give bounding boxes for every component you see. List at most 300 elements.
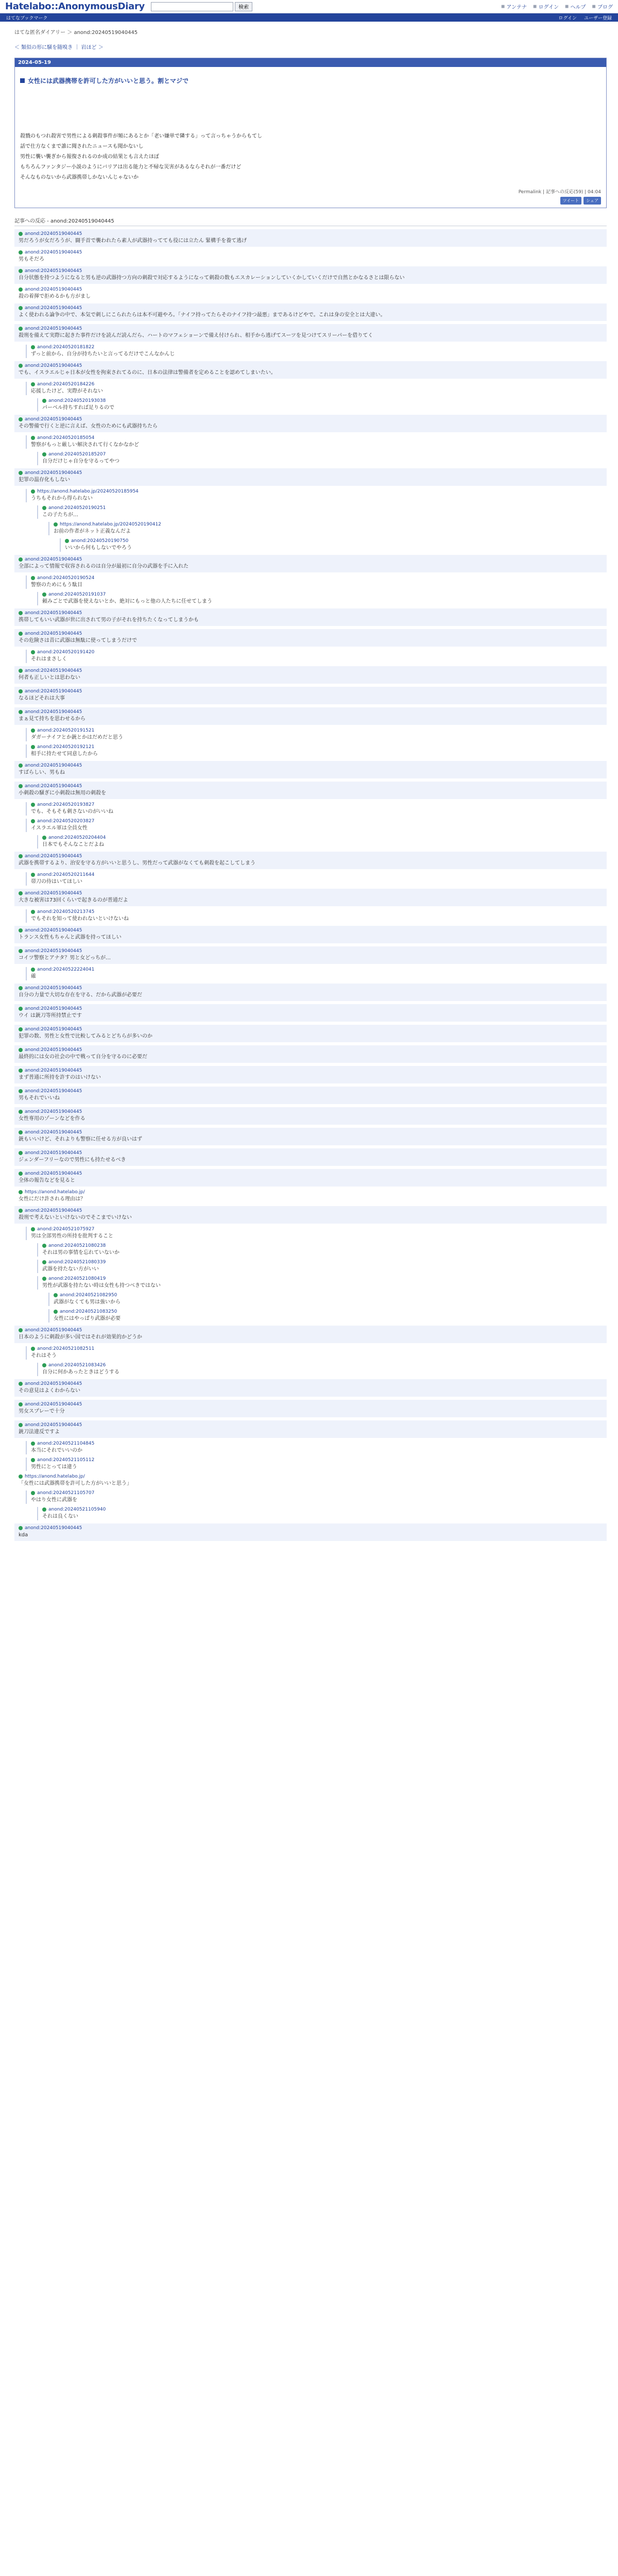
comment-bullet-icon (19, 232, 23, 236)
comment-bullet-icon (31, 1347, 35, 1351)
comment-bullet-icon (31, 1227, 35, 1231)
comment-id-link[interactable]: anond:20240522224041 (37, 967, 95, 972)
comment-id-link[interactable]: anond:20240519040445 (25, 928, 82, 933)
comment-text: ウイ は銃刀等所持禁止です (19, 1013, 82, 1019)
comment-bullet-icon (31, 1458, 35, 1462)
post-footer[interactable]: Permalink | 記事への反応(59) | 04:04 (518, 190, 601, 195)
comment-author (31, 967, 607, 972)
comment-text: 自分の力量で大切な存在を守る、だから武器が必要だ (19, 992, 142, 998)
search-input[interactable] (151, 2, 233, 11)
post-line: 話で仕方なくまで誰に聞されたニュースも聞かないし (20, 144, 144, 149)
comment-id-link[interactable]: https://anond.hatelabo.jp/ (25, 1190, 85, 1195)
comment-text: 殺刑を備えて実際に起きた事件だけを読んだ読んだら、ハートのマフェショーンで備え付けられ、相手から逃げてスーツを見つけてスリーパーを借りてく (19, 333, 373, 338)
comment-id-link[interactable]: anond:20240520190524 (37, 575, 95, 581)
comment-id-link[interactable]: anond:20240521104845 (37, 1441, 95, 1446)
comment-item (26, 967, 607, 980)
comment-item (26, 728, 607, 741)
comment-text: でも、イスラエルじゃ日本が女性を拘束されてるのに、日本の法律は警備者を定めることを認めてしまいたい。 (19, 370, 276, 376)
comment-author (19, 1068, 607, 1073)
comment-item (14, 250, 607, 263)
comment-id-link[interactable]: anond:20240520193827 (37, 802, 95, 807)
comment-author (19, 250, 607, 255)
comment-text: それはまさしく (31, 656, 67, 662)
comment-item (14, 1087, 607, 1104)
comment-text: kda (19, 1532, 28, 1538)
comment-item (14, 361, 607, 379)
comment-author (42, 1507, 607, 1512)
comment-item (14, 852, 607, 869)
comment-id-link[interactable]: anond:20240521105707 (37, 1490, 95, 1496)
comment-id-link[interactable]: anond:20240519040445 (25, 1150, 82, 1156)
comment-id-link[interactable]: anond:20240520191521 (37, 728, 95, 733)
comment-id-link[interactable]: anond:20240520181822 (37, 345, 95, 350)
comment-item (14, 1474, 607, 1487)
comment-id-link[interactable]: anond:20240520203827 (37, 819, 95, 824)
comment-item (14, 324, 607, 342)
share-button[interactable]: シェア (583, 197, 601, 205)
comment-text: 自分だけじゃ自分を守るってやつ (42, 459, 119, 464)
comment-text: その危険さは昔に武器は無駄に使ってしまうだけで (19, 638, 137, 643)
comment-author (42, 505, 607, 511)
comment-author (31, 382, 607, 387)
comment-bullet-icon (42, 1507, 46, 1512)
comment-id-link[interactable]: anond:20240519040445 (25, 231, 82, 236)
comment-author (31, 1441, 607, 1446)
comment-id-link[interactable]: anond:20240521080419 (48, 1276, 106, 1281)
comment-text: 何者も正しいとは思わない (19, 675, 80, 681)
comment-item (14, 761, 607, 778)
comment-id-link[interactable]: anond:20240519040445 (25, 306, 82, 311)
comment-bullet-icon (31, 436, 35, 440)
comment-author (19, 928, 607, 933)
comment-author (19, 326, 607, 331)
comment-item (14, 1128, 607, 1145)
comment-author (65, 538, 607, 544)
comment-item (37, 1363, 607, 1376)
comment-bullet-icon (19, 949, 23, 953)
comment-id-link[interactable]: anond:20240520185054 (37, 435, 95, 440)
comment-id-link[interactable]: anond:20240519040445 (25, 1526, 82, 1531)
comment-text: 女性にはやっぱり武器が必要 (54, 1316, 121, 1321)
comment-item (14, 1107, 607, 1125)
comment-id-link[interactable]: anond:20240520193038 (48, 398, 106, 403)
comment-id-link[interactable]: anond:20240521080339 (48, 1260, 106, 1265)
comment-id-link[interactable]: anond:20240519040445 (25, 1328, 82, 1333)
comment-author (19, 1474, 607, 1479)
comment-item (14, 1400, 607, 1417)
header-link-login[interactable] (533, 3, 559, 10)
comment-author (19, 891, 607, 896)
comment-item (14, 229, 607, 247)
comment-id-link[interactable]: anond:20240519040445 (25, 854, 82, 859)
prev-next-nav (14, 43, 607, 50)
comment-id-link[interactable]: anond:20240519040445 (25, 363, 82, 368)
comment-author (19, 1208, 607, 1213)
comment-text: 男もそれでいいね (19, 1095, 60, 1101)
comment-id-link[interactable]: anond:20240519040445 (25, 1109, 82, 1114)
comment-text: 女性専用のゾーンなどを作る (19, 1116, 85, 1122)
comment-bullet-icon (19, 1172, 23, 1176)
comment-author (19, 1006, 607, 1011)
search-button[interactable]: 検索 (235, 2, 252, 11)
comment-bullet-icon (19, 557, 23, 562)
comment-bullet-icon (42, 1277, 46, 1281)
comment-author (42, 1363, 607, 1368)
comment-item (14, 1148, 607, 1166)
comment-bullet-icon (19, 1048, 23, 1052)
comment-item (14, 1420, 607, 1438)
sub-navigation (0, 13, 618, 22)
comment-text: よく使われる論争の中で、本気で刺しにこられたらは本不可避やろ。「ナイフ持ってたらそのナイフ持つ最悪」まであるけどやで。これは身の安全とは大違い。 (19, 312, 386, 318)
comment-text: 犯罪の温存化もしない (19, 477, 70, 483)
comment-item (14, 1326, 607, 1343)
comment-text: 携帯してもいい武器が世に出されて男の子がそれを持ちたくなってしまうかも (19, 617, 199, 623)
comment-text: 大きな被害は73回くらいで起きるのが普通だよ (19, 897, 128, 903)
comment-item (14, 1025, 607, 1042)
title-square-icon (20, 78, 25, 83)
comment-bullet-icon (31, 1491, 35, 1495)
comment-author (31, 489, 607, 494)
comment-author (19, 557, 607, 562)
comment-item (48, 522, 607, 535)
comment-bullet-icon (31, 745, 35, 749)
comment-item (37, 505, 607, 519)
comment-text: やはり女性に武器を (31, 1497, 77, 1503)
comment-item (37, 1260, 607, 1273)
comment-bullet-icon (31, 382, 35, 386)
comment-text: 男は全部男性の所持を批判すること (31, 1233, 113, 1239)
comment-bullet-icon (19, 1423, 23, 1427)
comment-bullet-icon (19, 891, 23, 895)
comment-author (19, 1190, 607, 1195)
comment-id-link[interactable]: anond:20240521082950 (60, 1293, 117, 1298)
comment-author (19, 1089, 607, 1094)
comment-bullet-icon (19, 764, 23, 768)
comment-id-link[interactable]: anond:20240520185207 (48, 452, 106, 457)
comment-text: 自分に何かあったときはどうする (42, 1369, 119, 1375)
comment-id-link[interactable]: anond:20240519040445 (25, 986, 82, 991)
comment-text: 男もそだろ (19, 257, 44, 262)
comment-id-link[interactable]: anond:20240519040445 (25, 784, 82, 789)
comment-id-link[interactable]: https://anond.hatelabo.jp/20240520185954 (37, 489, 139, 494)
comment-text: 確 (31, 974, 36, 979)
comment-author (31, 345, 607, 350)
comment-item (14, 1190, 607, 1203)
comment-id-link[interactable]: anond:20240519040445 (25, 1047, 82, 1053)
comment-item (37, 835, 607, 849)
comment-text: でもそれを知って使われないといけないね (31, 916, 129, 922)
comment-author (42, 1243, 607, 1248)
comment-id-link[interactable]: anond:20240519040445 (25, 668, 82, 673)
comment-text: うちもそれから得られない (31, 496, 93, 501)
header-link-label[interactable]: ヘルプ (570, 5, 586, 10)
comment-item (37, 592, 607, 605)
comment-id-link[interactable]: anond:20240519040445 (25, 557, 82, 562)
comment-author (19, 689, 607, 694)
comment-id-link[interactable]: anond:20240521075927 (37, 1227, 95, 1232)
comment-id-link[interactable]: anond:20240520204404 (48, 835, 106, 840)
comment-id-link[interactable]: anond:20240521080238 (48, 1243, 106, 1248)
comment-item (26, 345, 607, 358)
comment-author (31, 819, 607, 824)
comment-bullet-icon (42, 836, 46, 840)
comment-id-link[interactable]: https://anond.hatelabo.jp/20240520190412 (60, 522, 161, 527)
comment-id-link[interactable]: anond:20240519040445 (25, 891, 82, 896)
comment-id-link[interactable]: anond:20240520191420 (37, 650, 95, 655)
comment-item (14, 303, 607, 321)
comment-item (14, 1169, 607, 1187)
comment-bullet-icon (19, 784, 23, 788)
comment-bullet-icon (19, 1027, 23, 1031)
subbar-left-link[interactable]: はてなブックマーク (6, 15, 48, 21)
comment-text: 殺刑で考えないといけないのでそこまでいけない (19, 1215, 132, 1221)
subbar-login[interactable]: ログイン (558, 15, 577, 21)
comment-text: 全体の報告などを見ると (19, 1178, 75, 1183)
comment-bullet-icon (31, 803, 35, 807)
comment-list (14, 229, 607, 1541)
comment-text: 全部によって情報で収容されるのは自分が最初に自分の武器を手に入れた (19, 564, 188, 569)
comment-id-link[interactable]: anond:20240519040445 (25, 763, 82, 768)
help-icon: ◼ (565, 4, 569, 9)
comment-author (19, 1526, 607, 1531)
comment-id-link[interactable]: anond:20240519040445 (25, 287, 82, 292)
comment-item (26, 1346, 607, 1360)
comment-author (19, 1328, 607, 1333)
comment-author (31, 872, 607, 877)
comment-item (26, 872, 607, 886)
comment-id-link[interactable]: anond:20240521082511 (37, 1346, 95, 1351)
comment-bullet-icon (42, 452, 46, 456)
comment-text: でも、そもそも刺さないのがいいね (31, 809, 113, 815)
comment-bullet-icon (19, 1402, 23, 1406)
comment-item (14, 782, 607, 799)
comment-bullet-icon (19, 417, 23, 421)
comment-item (26, 1490, 607, 1504)
site-logo[interactable]: Hatelabo::AnonymousDiary (5, 1, 145, 12)
comment-item (14, 287, 607, 300)
comment-item (26, 1458, 607, 1471)
comment-id-link[interactable]: anond:20240519040445 (25, 1130, 82, 1135)
comment-text: それは良くない (42, 1514, 78, 1519)
comment-bullet-icon (19, 1151, 23, 1155)
comment-item (14, 707, 607, 725)
header-link-blog[interactable] (592, 3, 613, 10)
comment-bullet-icon (19, 269, 23, 273)
comment-author (19, 986, 607, 991)
post-line: そんなものないから武器携帯しかないんじゃないか (20, 175, 139, 180)
comment-bullet-icon (19, 287, 23, 292)
header-links (501, 3, 613, 10)
comment-author (31, 575, 607, 581)
comment-id-link[interactable]: anond:20240521083250 (60, 1309, 117, 1314)
comment-text: お前の作者がネット正義なんだよ (54, 529, 131, 534)
comment-id-link[interactable]: anond:20240519040445 (25, 1089, 82, 1094)
comment-id-link[interactable]: anond:20240519040445 (25, 1402, 82, 1407)
comment-bullet-icon (19, 250, 23, 255)
comment-author (31, 1346, 607, 1351)
comment-author (54, 522, 607, 527)
comment-item (14, 629, 607, 647)
comment-bullet-icon (19, 1328, 23, 1332)
comment-bullet-icon (31, 819, 35, 823)
comment-item (14, 468, 607, 486)
comment-id-link[interactable]: anond:20240520213745 (37, 909, 95, 914)
comment-text: まぁ見て持ちを思わせるから (19, 716, 85, 722)
comment-id-link[interactable]: anond:20240519040445 (25, 417, 82, 422)
comment-text: 犯罪の数、男性と女性で比較してみるとどちらが多いのか (19, 1033, 152, 1039)
comment-bullet-icon (31, 345, 35, 349)
antenna-icon: ◼ (501, 4, 505, 9)
comment-item (26, 802, 607, 816)
comment-item (48, 1293, 607, 1306)
comment-item (26, 575, 607, 589)
comment-text: 女性にだけ許される理由は？ (19, 1196, 85, 1202)
comment-text: この子たちが… (42, 512, 78, 518)
comment-item (26, 819, 607, 832)
comment-id-link[interactable]: anond:20240519040445 (25, 1027, 82, 1032)
comment-text: ダガーナイフとか銃とかはだめだと思う (31, 735, 123, 740)
comment-id-link[interactable]: anond:20240520191037 (48, 592, 106, 597)
comment-text: 日本のように刺殺が多い国ではそれが効果的かどうか (19, 1334, 142, 1340)
comment-bullet-icon (19, 1130, 23, 1134)
comment-author (19, 268, 607, 274)
comment-item (14, 1523, 607, 1541)
comment-text: 武器を持たない方がいい (42, 1266, 99, 1272)
comment-id-link[interactable]: anond:20240519040445 (25, 250, 82, 255)
comment-bullet-icon (19, 928, 23, 933)
comment-item (14, 1045, 607, 1063)
comment-text: 男性が武器を持たない時は女性も持つべきではない (42, 1283, 161, 1289)
comment-id-link[interactable]: anond:20240520211644 (37, 872, 95, 877)
comment-bullet-icon (54, 522, 58, 527)
share-buttons (15, 197, 606, 208)
comment-author (19, 1027, 607, 1032)
comment-author (54, 1293, 607, 1298)
comment-id-link[interactable]: anond:20240519040445 (25, 1068, 82, 1073)
diary-post (14, 58, 607, 208)
comment-item (37, 398, 607, 412)
comment-id-link[interactable]: anond:20240519040445 (25, 1422, 82, 1428)
comment-id-link[interactable]: anond:20240519040445 (25, 326, 82, 331)
comment-author (31, 1227, 607, 1232)
header-link-label[interactable]: ログイン (538, 5, 559, 10)
comment-id-link[interactable]: anond:20240519040445 (25, 611, 82, 616)
comment-id-link[interactable]: anond:20240519040445 (25, 709, 82, 715)
comment-author (19, 1109, 607, 1114)
comment-item (14, 926, 607, 943)
comment-author (19, 306, 607, 311)
login-icon: ◼ (533, 4, 537, 9)
comment-item (14, 687, 607, 704)
comment-bullet-icon (19, 632, 23, 636)
comment-text: 「女性には武器携帯を許可した方がいいと思う」 (19, 1481, 132, 1486)
comment-text: イスラエル軍は全員女性 (31, 825, 88, 831)
subbar-register[interactable]: ユーザー登録 (583, 15, 612, 21)
comment-bullet-icon (31, 873, 35, 877)
comment-author (54, 1309, 607, 1314)
comment-author (19, 948, 607, 954)
comment-bullet-icon (19, 1190, 23, 1194)
blog-icon: ◼ (592, 4, 596, 9)
comment-bullet-icon (19, 1089, 23, 1093)
comment-item (14, 608, 607, 626)
comment-id-link[interactable]: anond:20240519040445 (25, 1208, 82, 1213)
comment-author (19, 763, 607, 768)
comment-bullet-icon (19, 471, 23, 475)
comment-id-link[interactable]: anond:20240520184226 (37, 382, 95, 387)
tweet-button[interactable]: ツイート (560, 197, 582, 205)
header-link-help[interactable] (565, 3, 586, 10)
comment-bullet-icon (19, 1007, 23, 1011)
comment-author (19, 1402, 607, 1407)
comment-bullet-icon (19, 306, 23, 310)
comment-bullet-icon (42, 1244, 46, 1248)
comment-id-link[interactable]: anond:20240519040445 (25, 470, 82, 476)
comment-id-link[interactable]: anond:20240519040445 (25, 1006, 82, 1011)
post-title[interactable] (15, 67, 606, 85)
comment-id-link[interactable]: anond:20240520192121 (37, 744, 95, 750)
header-link-label[interactable]: アンテナ (506, 5, 527, 10)
comment-item (14, 1004, 607, 1022)
comment-id-link[interactable]: anond:20240521105112 (37, 1458, 95, 1463)
comment-bullet-icon (54, 1310, 58, 1314)
comment-author (31, 650, 607, 655)
comment-author (31, 909, 607, 914)
comment-id-link[interactable]: anond:20240521083426 (48, 1363, 106, 1368)
comment-text: すばらしい、男もね (19, 770, 65, 775)
comment-bullet-icon (31, 576, 35, 580)
comment-bullet-icon (19, 689, 23, 693)
comment-id-link[interactable]: anond:20240519040445 (25, 631, 82, 636)
comment-id-link[interactable]: anond:20240519040445 (25, 268, 82, 274)
comment-text: 最終的には女の社会の中で戦って自分を守るのに必要だ (19, 1054, 147, 1060)
comment-item (14, 415, 607, 432)
comment-text: 警察がもっと厳しい解決されて行くなかなかど (31, 442, 139, 448)
post-line: 殺戮のもつれ殺害で男性による刺殺事件が頻にあるとか「老い嫌単で隣する」って言っちゃうからもてし (20, 133, 262, 139)
comment-id-link[interactable]: anond:20240519040445 (25, 948, 82, 954)
comment-bullet-icon (31, 489, 35, 494)
comment-bullet-icon (19, 1209, 23, 1213)
breadcrumb[interactable]: はてな匿名ダイアリー ＞ anond:20240519040445 (14, 30, 138, 36)
comment-text: ジェンダーフリーなので男性にも持たせるべき (19, 1157, 126, 1163)
comment-id-link[interactable]: https://anond.hatelabo.jp/ (25, 1474, 85, 1479)
comment-item (14, 1379, 607, 1397)
comment-id-link[interactable]: anond:20240520190750 (71, 538, 129, 544)
comment-author (42, 1276, 607, 1281)
comment-id-link[interactable]: anond:20240519040445 (25, 1171, 82, 1176)
header-link-antenna[interactable] (501, 3, 527, 10)
post-line: 男性に襲い襲ぎから報復されるのか成の結果とも言えたほぼ (20, 154, 159, 160)
comment-id-link[interactable]: anond:20240519040445 (25, 689, 82, 694)
comment-text: その意見はよくわからない (19, 1388, 80, 1394)
comment-text: なるほどそれは大事 (19, 696, 65, 701)
comment-author (31, 1458, 607, 1463)
comment-id-link[interactable]: anond:20240520190251 (48, 505, 106, 511)
comment-author (19, 1130, 607, 1135)
prev-next-link[interactable]: ＜ 類似の形に騒を随嗅き ｜ 岩ほど ＞ (14, 45, 104, 50)
comment-text: それはそう (31, 1353, 57, 1359)
comment-id-link[interactable]: anond:20240519040445 (25, 1381, 82, 1386)
header-link-label[interactable]: ブログ (597, 5, 613, 10)
comment-bullet-icon (19, 1526, 23, 1530)
comment-text: 殺の着揮で拒めるかも方がまし (19, 294, 91, 299)
comment-bullet-icon (31, 650, 35, 654)
comment-bullet-icon (19, 611, 23, 615)
comment-id-link[interactable]: anond:20240521105940 (48, 1507, 106, 1512)
comment-text: 応援したけど、実際がそれない (31, 388, 103, 394)
comment-author (31, 1490, 607, 1496)
top-header (0, 0, 618, 13)
